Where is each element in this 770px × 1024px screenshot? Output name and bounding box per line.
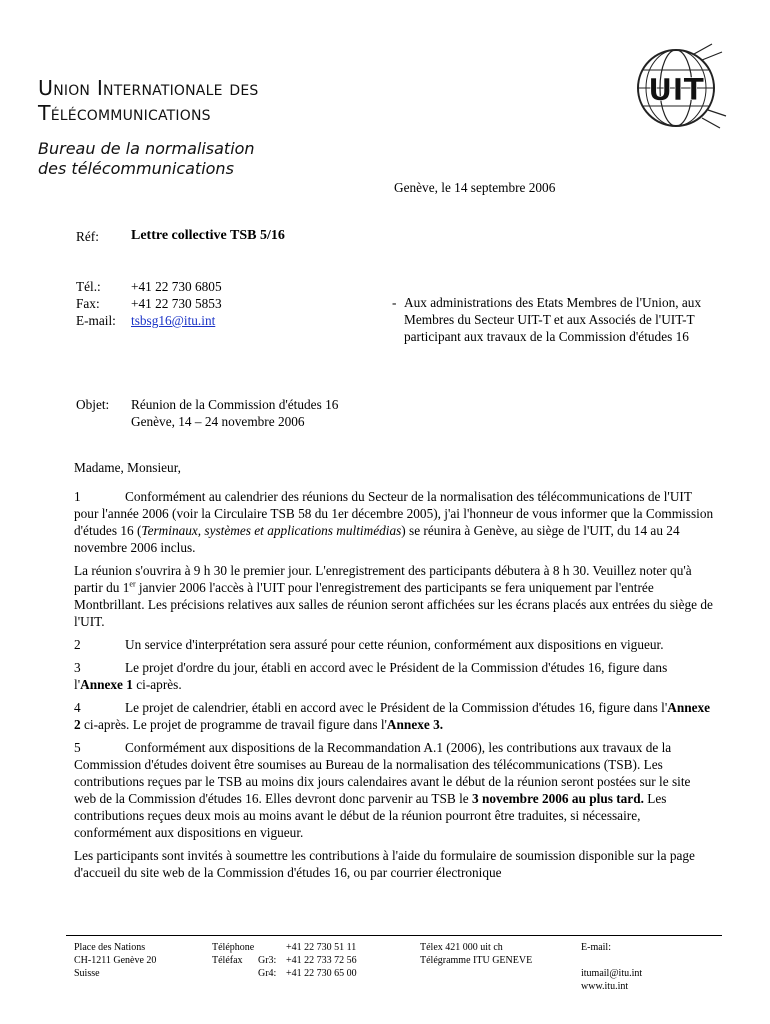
fax-value: +41 22 730 5853	[131, 296, 222, 311]
email-label: E-mail:	[76, 313, 116, 328]
footer-phone-sub: Gr3: Gr4:	[258, 955, 277, 979]
footer-phone-labels: Téléphone Téléfax	[212, 942, 255, 966]
destination	[392, 294, 712, 345]
email-link[interactable]: tsbsg16@itu.int	[131, 313, 216, 328]
tel-label: Tél.:	[76, 279, 101, 294]
tel-value: +41 22 730 6805	[131, 279, 222, 294]
footer-email-web	[581, 941, 642, 993]
uit-logo-icon	[632, 40, 728, 132]
bureau-line-2: des télécommunications	[38, 159, 234, 178]
footer-email[interactable]: itumail@itu.int	[581, 968, 643, 979]
footer-phone-values: +41 22 730 51 11 +41 22 733 72 56 +41 22 730 65 00	[286, 942, 357, 979]
bureau-name	[38, 139, 255, 179]
footer-divider	[66, 935, 722, 936]
contact-labels	[76, 278, 116, 329]
paragraph-7: Les participants sont invités à soumettre les contributions à l'aide du formulaire de soumission disponible sur la page d'accueil du site web de la Commission d'études 16, ou par courrier électronique	[74, 848, 695, 880]
salutation: Madame, Monsieur,	[74, 460, 181, 475]
destination-text: Aux administrations des Etats Membres de l'Union, aux Membres du Secteur UIT-T et aux Associés de l'UIT-T participant aux travaux de la Commission d'études 16	[404, 295, 702, 344]
contact-values	[131, 278, 222, 329]
ref-value: Lettre collective TSB 5/16	[131, 228, 285, 243]
objet-line-2: Genève, 14 – 24 novembre 2006	[131, 414, 305, 429]
destination-dash: -	[392, 295, 397, 310]
paragraph-2: La réunion s'ouvrira à 9 h 30 le premier jour. L'enregistrement des participants débutera à 8 h 30. Veuillez noter qu'à partir du 1er janvier 2006 l'accès à l'UIT pour l'enregistrement des participants se fera uniquement par l'entrée Montbrillant. Les précisions relatives aux salles de réunion seront affichées sur les écrans placés aux entrées du siège de l'UIT.	[74, 563, 713, 629]
logo-text: UIT	[648, 73, 704, 108]
footer-telex: Télex 421 000 uit ch Télégramme ITU GENEVE	[420, 942, 533, 966]
letter-date: Genève, le 14 septembre 2006	[394, 180, 556, 195]
org-line-2: Télécommunications	[38, 101, 211, 125]
ref-label: Réf:	[76, 229, 99, 244]
paragraph-1: 1 Conformément au calendrier des réunions du Secteur de la normalisation des télécommunications de l'UIT pour l'année 2006 (voir la Circulaire TSB 58 du 1er décembre 2005), j'ai l'honneur de vous informer que la Commission d'études 16 (Terminaux, systèmes et applications multimédias) se réunira à Genève, au siège de l'UIT, du 14 au 24 novembre 2006 inclus.	[74, 489, 714, 555]
paragraph-3: 2 Un service d'interprétation sera assuré pour cette réunion, conformément aux dispositions en vigueur.	[74, 637, 664, 652]
paragraph-6: 5 Conformément aux dispositions de la Recommandation A.1 (2006), les contributions aux travaux de la Commission d'études doivent être soumises au Bureau de la normalisation des télécommunications (TSB). Les contributions reçues par le TSB au moins dix jours calendaires avant le début de la réunion seront postées sur le site web de la Commission d'études 16. Elles devront donc parvenir au TSB le 3 novembre 2006 au plus tard. Les contributions reçues deux mois au moins avant le début de la réunion pourront être traduites, si nécessaire, conformément aux dispositions en vigueur.	[74, 740, 691, 840]
org-line-1: Union Internationale des	[38, 76, 259, 100]
fax-label: Fax:	[76, 296, 100, 311]
objet-label: Objet:	[76, 397, 110, 412]
paragraph-5: 4 Le projet de calendrier, établi en accord avec le Président de la Commission d'études 16, figure dans l'Annexe 2 ci-après. Le projet de programme de travail figure dans l'Annexe 3.	[74, 700, 711, 732]
paragraph-4: 3 Le projet d'ordre du jour, établi en accord avec le Président de la Commission d'études 16, figure dans l'Annexe 1 ci-après.	[74, 660, 668, 692]
footer-web[interactable]: www.itu.int	[581, 981, 629, 992]
footer-email-label: E-mail:	[581, 942, 611, 953]
bureau-line-1: Bureau de la normalisation	[38, 139, 255, 158]
letter-body	[74, 459, 714, 887]
objet-value	[131, 396, 338, 430]
organization-name	[38, 76, 258, 126]
objet-line-1: Réunion de la Commission d'études 16	[131, 397, 339, 412]
footer-address: Place des Nations CH-1211 Genève 20 Suisse	[74, 942, 157, 979]
